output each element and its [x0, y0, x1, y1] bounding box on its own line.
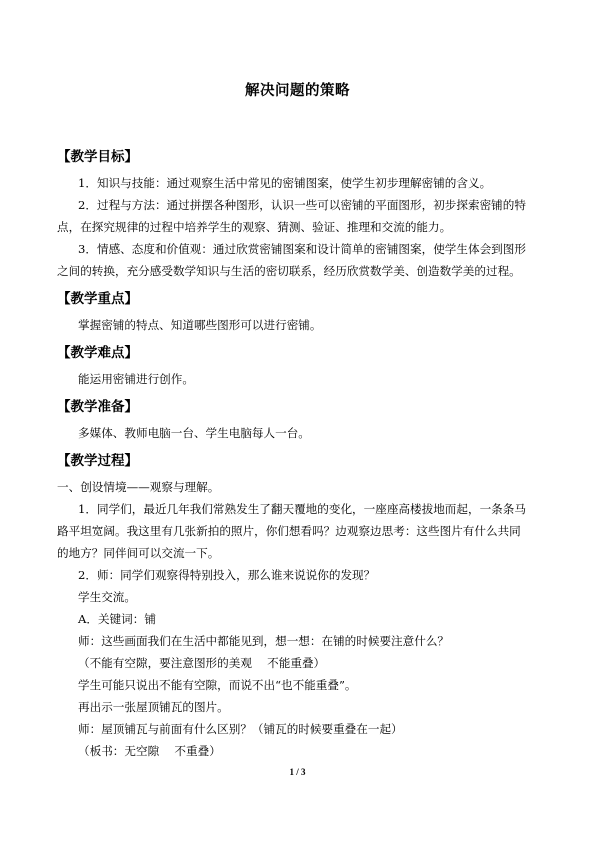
objective-line-2: 2．过程与方法：通过拼摆各种图形，认识一些可以密铺的平面图形，初步探索密铺的特 — [78, 198, 526, 212]
objective-line-5: 之间的转换，充分感受数学知识与生活的密切联系，经历欣赏数学美、创造数学美的过程。 — [57, 264, 521, 278]
heading-process: 【教学过程】 — [57, 453, 138, 469]
heading-difficulties: 【教学难点】 — [57, 345, 138, 361]
process-line-11: 再出示一张屋顶铺瓦的图片。 — [78, 700, 229, 714]
heading-objectives: 【教学目标】 — [57, 149, 138, 165]
process-line-1: 一、创设情境——观察与理解。 — [57, 480, 220, 494]
process-line-9: （不能有空隙，要注意图形的美观 不能重叠） — [78, 656, 326, 670]
process-line-12: 师：屋顶铺瓦与前面有什么区别？（铺瓦的时候要重叠在一起） — [78, 722, 403, 736]
page-title: 解决问题的策略 — [245, 83, 350, 99]
process-line-6: 学生交流。 — [78, 590, 136, 604]
key-points-text: 掌握密铺的特点、知道哪些图形可以进行密铺。 — [78, 318, 322, 332]
objective-line-1: 1．知识与技能：通过观察生活中常见的密铺图案，使学生初步理解密铺的含义。 — [78, 176, 492, 190]
process-line-10: 学生可能只说出不能有空隙，而说不出“也不能重叠”。 — [78, 678, 357, 692]
objective-line-3: 点，在探究规律的过程中培养学生的观察、猜测、验证、推理和交流的能力。 — [57, 220, 452, 234]
process-line-7: A．关键词：铺 — [78, 612, 156, 626]
process-line-13: （板书：无空隙 不重叠） — [78, 744, 221, 758]
process-line-8: 师：这些画面我们在生活中都能见到，想一想：在铺的时候要注意什么？ — [78, 634, 450, 648]
page-number: 1 / 3 — [289, 767, 306, 777]
preparation-text: 多媒体、教师电脑一台、学生电脑每人一台。 — [78, 426, 310, 440]
process-line-4: 的地方？同伴间可以交流一下。 — [57, 546, 220, 560]
heading-key-points: 【教学重点】 — [57, 291, 138, 307]
process-line-2: 1．同学们，最近几年我们常熟发生了翻天覆地的变化，一座座高楼拔地而起，一条条马 — [78, 502, 526, 516]
process-line-5: 2．师：同学们观察得特别投入，那么谁来说说你的发现？ — [78, 568, 376, 582]
objective-line-4: 3．情感、态度和价值观：通过欣赏密铺图案和设计简单的密铺图案，使学生体会到图形 — [78, 242, 526, 256]
process-line-3: 路平坦宽阔。我这里有几张新拍的照片，你们想看吗？边观察边思考：这些图片有什么共同 — [57, 524, 521, 538]
heading-preparation: 【教学准备】 — [57, 399, 138, 415]
difficulties-text: 能运用密铺进行创作。 — [78, 372, 194, 386]
